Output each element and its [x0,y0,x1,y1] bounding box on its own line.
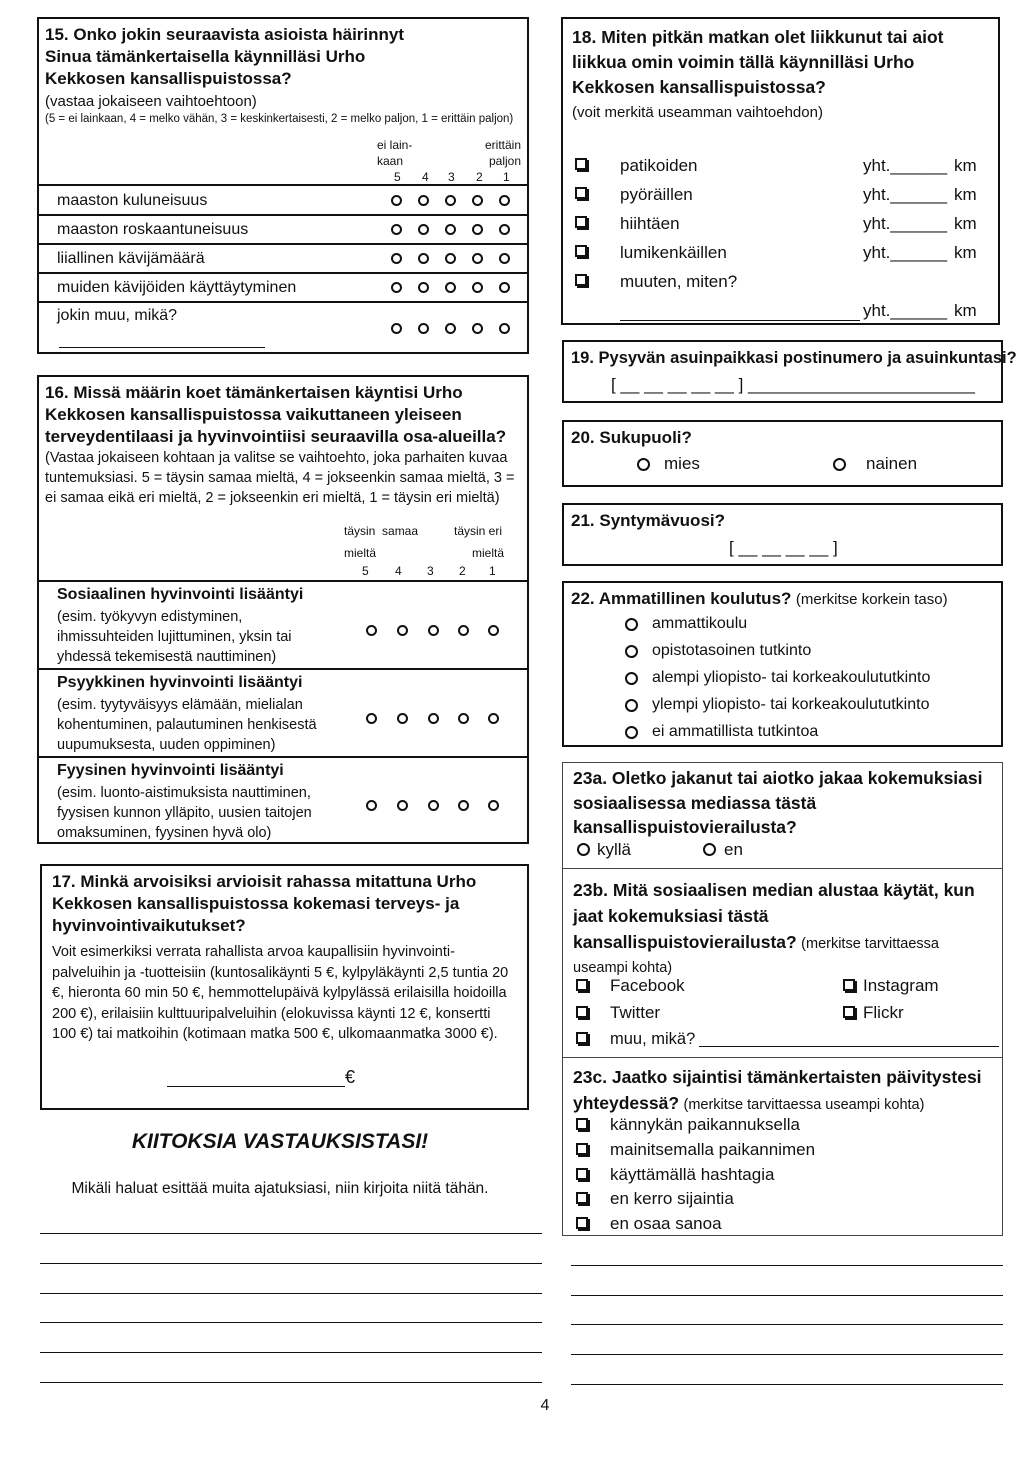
q18-yht[interactable]: yht.______ [863,156,948,175]
q18-item-label: lumikenkäillen [620,243,727,262]
q16-box [37,375,529,844]
comment-line[interactable] [40,1382,542,1383]
q16-row-title: Sosiaalinen hyvinvointi lisääntyi [57,586,304,603]
q16-head-right-2: mieltä [472,546,505,560]
q16-num-4: 4 [395,564,402,578]
q22-radio-5[interactable] [625,726,638,739]
q19-box [562,340,1017,403]
q16-r3-3[interactable] [428,800,439,811]
q15-row-label: jokin muu, mikä? [57,307,178,324]
q15-r1-3[interactable] [445,195,456,206]
q23b-check-twitter[interactable] [576,1006,588,1018]
q20-title: 20. Sukupuoli? [571,428,692,447]
comment-line[interactable] [571,1354,1003,1355]
q18-check-5[interactable] [575,274,587,286]
q15-num-1: 1 [503,170,510,184]
q15-r5-1[interactable] [499,323,510,334]
q15-r3-5[interactable] [391,253,402,264]
q23b-check-other[interactable] [576,1032,588,1044]
q15-r1-5[interactable] [391,195,402,206]
q20-radio-nainen[interactable] [833,458,846,471]
q15-row-label: liiallinen kävijämäärä [57,250,205,267]
q16-row-desc: (esim. tyytyväisyys elämään, mielialan kohentuminen, palautuminen henkisestä uupumuksesta, uuden oppiminen) [57,697,317,753]
q16-row-desc: (esim. työkyvyn edistyminen, ihmissuhteiden lujittuminen, yksin tai yhdessä tekemisestä nauttiminen) [57,609,292,665]
q17-box [40,864,529,1110]
q18-item-label: patikoiden [620,156,698,175]
q22-note: (merkitse korkein taso) [795,591,948,608]
q23c-title-wrap [573,1065,993,1117]
q18-yht[interactable]: yht.______ [863,301,948,320]
q23b-check-facebook[interactable] [576,979,588,991]
q16-num-2: 2 [459,564,466,578]
q15-num-3: 3 [448,170,455,184]
q16-head-right: täysin eri [454,524,503,538]
q15-r3-2[interactable] [472,253,483,264]
q23b-title: 23b. Mitä sosiaalisen median alustaa käytät, kun jaat kokemuksiasi tästä kansallispuistovierailusta? [573,880,975,952]
q23b-option: Twitter [610,1003,661,1022]
q22-radio-1[interactable] [625,618,638,631]
q15-note: (vastaa jokaiseen vaihtoehtoon) [45,93,257,110]
q18-title: 18. Miten pitkän matkan olet liikkunut tai aiot liikkua omin voimin tällä käynnilläsi Urho Kekkosen kansallispuistossa? [572,27,944,97]
q23b-title-wrap [573,878,993,980]
thanks-title: KIITOKSIA VASTAUKSISTASI! [131,1130,429,1153]
q15-r4-1[interactable] [499,282,510,293]
q15-r2-2[interactable] [472,224,483,235]
q15-r3-3[interactable] [445,253,456,264]
q17-amount-field[interactable] [167,1086,345,1087]
q22-radio-4[interactable] [625,699,638,712]
q16-r1-3[interactable] [428,625,439,636]
q15-other-line[interactable] [59,347,265,348]
q20-radio-mies[interactable] [637,458,650,471]
q16-r2-3[interactable] [428,713,439,724]
q16-r2-5[interactable] [366,713,377,724]
q23b-note: (merkitse tarvittaessa useampi kohta) [573,936,939,976]
q15-r2-5[interactable] [391,224,402,235]
comment-line[interactable] [571,1324,1003,1325]
q22-option: ammattikoulu [652,615,748,632]
q15-row-label: maaston roskaantuneisuus [57,221,249,238]
q23c-option: mainitsemalla paikannimen [610,1140,816,1159]
q23c-note: (merkitse tarvittaessa useampi kohta) [683,1097,925,1113]
q16-num-3: 3 [427,564,434,578]
q23c-check-2[interactable] [576,1143,588,1155]
q18-km: km [954,185,977,204]
q18-item-label: pyöräillen [620,185,693,204]
q15-r4-3[interactable] [445,282,456,293]
comment-line[interactable] [40,1352,542,1353]
q23a-radio-no[interactable] [703,843,716,856]
q18-check-2[interactable] [575,187,587,199]
q16-r3-4[interactable] [397,800,408,811]
comment-line[interactable] [571,1295,1003,1296]
q23a-radio-yes[interactable] [577,843,590,856]
q15-num-5: 5 [394,170,401,184]
q22-title-wrap [571,588,948,610]
q15-row-label: muiden kävijöiden käyttäytyminen [57,279,297,296]
q16-r1-1[interactable] [488,625,499,636]
q23c-option: en kerro sijaintia [610,1189,734,1208]
q23c-check-5[interactable] [576,1217,588,1229]
q18-yht[interactable]: yht.______ [863,185,948,204]
q22-option: opistotasoinen tutkinto [652,642,812,659]
q22-option: alempi yliopisto- tai korkeakoulututkinto [652,669,931,686]
q21-field[interactable]: [ __ __ __ __ ] [729,538,838,557]
q18-yht[interactable]: yht.______ [863,243,948,262]
q18-check-4[interactable] [575,245,587,257]
q16-row-psych [39,668,527,756]
q18-km: km [954,301,977,320]
q16-r2-2[interactable] [458,713,469,724]
q20-box [562,420,1003,487]
q20-option: nainen [866,454,918,473]
q22-option: ei ammatillista tutkintoa [652,723,819,740]
q15-r4-5[interactable] [391,282,402,293]
q15-r5-4[interactable] [418,323,429,334]
comment-line[interactable] [40,1233,542,1234]
q16-r1-4[interactable] [397,625,408,636]
q21-box [562,503,1003,566]
q15-r1-2[interactable] [472,195,483,206]
q15-r3-4[interactable] [418,253,429,264]
q15-left-head: ei lain- kaan [377,138,413,168]
q18-note: (voit merkitä useamman vaihtoehdon) [572,104,823,121]
q18-check-1[interactable] [575,158,587,170]
q16-row-title: Psyykkinen hyvinvointi lisääntyi [57,674,303,691]
q16-r1-2[interactable] [458,625,469,636]
q16-head-left-2: mieltä [344,546,377,560]
q23b-check-instagram[interactable] [843,979,855,991]
q23b-other-line[interactable] [699,1046,999,1047]
q17-note: Voit esimerkiksi verrata rahallista arvoa kaupallisiin hyvinvointi-palveluihin ja -tuotteisiin (kuntosalikäynti 5 €, kylpyläkäynti 2,5 tuntia 20 €, hieronta 60 min 50 €, hemmottelupäivä kylpylässä erilaisilla hoidoilla 200 €), erilaisiin kulttuuripalveluihin (elokuvissa käynti 12 €, konsertti 100 €) tai matkoihin (kotimaan matka 500 €, ulkomaanmatka 3000 €). [52,944,509,1042]
q16-r3-1[interactable] [488,800,499,811]
q15-scale: (5 = ei lainkaan, 4 = melko vähän, 3 = keskinkertaisesti, 2 = melko paljon, 1 = erittäin paljon) [45,113,514,125]
q22-radio-3[interactable] [625,672,638,685]
q18-yht[interactable]: yht.______ [863,214,948,233]
q16-title: 16. Missä määrin koet tämänkertaisen käyntisi Urho Kekkosen kansallispuistossa vaikuttaneen yleiseen terveydentilaasi ja hyvinvointiisi seuraavilla osa-alueilla? [45,383,507,446]
q15-box [37,17,529,354]
q18-other-line[interactable] [620,320,860,321]
q16-r3-5[interactable] [366,800,377,811]
q23-divider-2 [563,1057,1002,1058]
q15-title: 15. Onko jokin seuraavista asioista häirinnyt Sinua tämänkertaisella käynnilläsi Urho Kekkosen kansallispuistossa? [45,25,405,88]
q15-row-label: maaston kuluneisuus [57,192,208,209]
q15-r2-3[interactable] [445,224,456,235]
q16-row-social [39,580,527,668]
q15-r4-4[interactable] [418,282,429,293]
q15-num-2: 2 [476,170,483,184]
q22-option: ylempi yliopisto- tai korkeakoulututkinto [652,696,930,713]
page-number: 4 [540,1397,550,1414]
q16-row-physical [39,756,527,844]
thanks-text: Mikäli haluat esittää muita ajatuksiasi, niin kirjoita niitä tähän. [71,1180,489,1197]
q15-right-head: erittäin paljon [485,138,522,168]
q22-title: 22. Ammatillinen koulutus? [571,589,792,608]
q18-km: km [954,243,977,262]
q18-km: km [954,156,977,175]
q15-r2-4[interactable] [418,224,429,235]
comment-line[interactable] [571,1265,1003,1266]
q15-r1-1[interactable] [499,195,510,206]
q18-item-label: muuten, miten? [620,272,738,291]
q23c-option: käyttämällä hashtagia [610,1165,775,1184]
q18-item-label: hiihtäen [620,214,680,233]
q15-r2-1[interactable] [499,224,510,235]
q23c-title: 23c. Jaatko sijaintisi tämänkertaisten päivitystesi yhteydessä? [573,1067,982,1113]
q15-r5-2[interactable] [472,323,483,334]
q15-num-4: 4 [422,170,429,184]
comment-line[interactable] [40,1293,542,1294]
q15-r5-5[interactable] [391,323,402,334]
q23b-option: Instagram [863,976,939,995]
q18-km: km [954,214,977,233]
q23c-check-4[interactable] [576,1192,588,1204]
q22-box [562,581,1003,747]
comment-line[interactable] [40,1263,542,1264]
q23b-option: Facebook [610,976,685,995]
q15-r1-4[interactable] [418,195,429,206]
q17-title: 17. Minkä arvoisiksi arvioisit rahassa mitattuna Urho Kekkosen kansallispuistossa kokemasi terveys- ja hyvinvointivaikutukset? [52,872,477,935]
q20-option: mies [664,454,700,473]
q18-box [561,17,1000,325]
q19-title: 19. Pysyvän asuinpaikkasi postinumero ja asuinkuntasi? [571,349,1017,367]
q16-row-desc: (esim. luonto-aistimuksista nauttiminen, fyysisen kunnon ylläpito, uusien taitojen omaksuminen, fyysinen hyvä olo) [57,785,312,841]
comment-line[interactable] [40,1322,542,1323]
q23a-option: en [724,840,743,859]
q16-r3-2[interactable] [458,800,469,811]
q16-r2-4[interactable] [397,713,408,724]
q23b-check-flickr[interactable] [843,1006,855,1018]
q16-num-5: 5 [362,564,369,578]
q16-head-left: täysin samaa [344,524,419,538]
q22-radio-2[interactable] [625,645,638,658]
q16-num-1: 1 [489,564,496,578]
q23c-option: en osaa sanoa [610,1214,722,1233]
q23-box [562,762,1003,1236]
q16-row-title: Fyysinen hyvinvointi lisääntyi [57,762,284,779]
q23a-title: 23a. Oletko jakanut tai aiotko jakaa kokemuksiasi sosiaalisessa mediassa tästä kansallispuistovierailusta? [573,768,983,837]
q16-note: (Vastaa jokaiseen kohtaan ja valitse se vaihtoehto, joka parhaiten kuvaa tuntemuksiasi. 5 = täysin samaa mieltä, 4 = jokseenkin samaa mieltä, 3 = ei samaa eikä eri mieltä, 2 = jokseenkin eri mieltä, 1 = täysin eri mieltä) [45,450,515,506]
q15-r5-3[interactable] [445,323,456,334]
q23-divider-1 [563,868,1002,869]
q23c-option: kännykän paikannuksella [610,1115,800,1134]
q19-field[interactable]: [ __ __ __ __ __ ] ________________________ [611,375,975,394]
q15-r3-1[interactable] [499,253,510,264]
q15-r4-2[interactable] [472,282,483,293]
q23b-option: Flickr [863,1003,904,1022]
q16-r1-5[interactable] [366,625,377,636]
q21-title: 21. Syntymävuosi? [571,511,726,530]
q16-r2-1[interactable] [488,713,499,724]
q23b-option: muu, mikä? [610,1030,696,1048]
q23c-check-3[interactable] [576,1168,588,1180]
q23a-option: kyllä [597,840,632,859]
comment-line[interactable] [571,1384,1003,1385]
q18-check-3[interactable] [575,216,587,228]
q17-currency: € [345,1067,356,1087]
q23c-check-1[interactable] [576,1118,588,1130]
